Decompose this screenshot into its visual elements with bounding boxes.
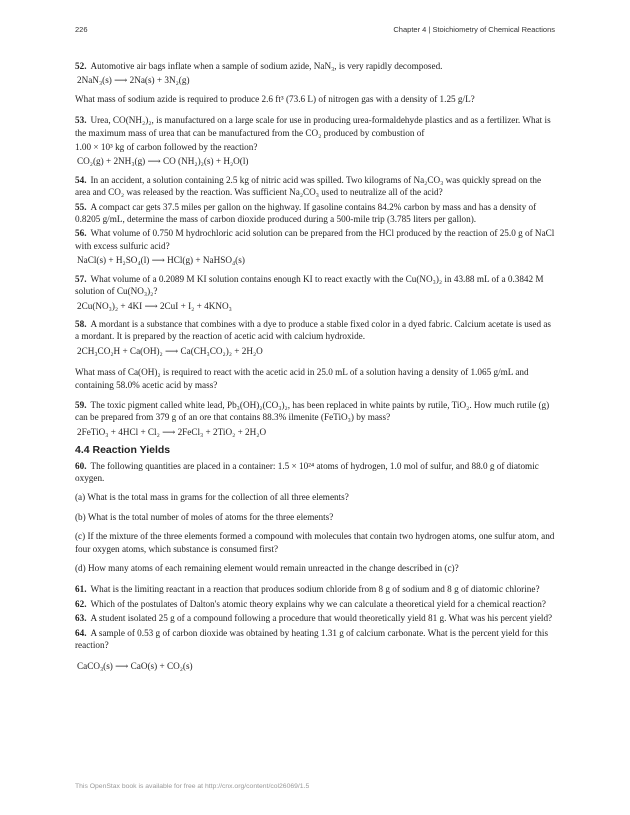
problem-text: Automotive air bags inflate when a sample of sodium azide, NaN₃, is very rapidly decomposed. <box>90 61 443 71</box>
problem-53 <box>75 114 555 139</box>
subquestion-d: (d) How many atoms of each remaining element would remain unreacted in the change described in (c)? <box>75 563 459 573</box>
problem-text: A mordant is a substance that combines with a dye to produce a stable fixed color in a dyed fabric. Calcium acetate is used as a mordant. It is prepared by the reaction of acetic acid with calcium hydroxide. <box>75 318 551 342</box>
problem-number: 54. <box>75 174 87 185</box>
equation: 2CH₃CO₂H + Ca(OH)₂ ⟶ Ca(CH₃CO₂)₂ + 2H₂O <box>77 345 263 356</box>
problem-number: 59. <box>75 399 87 410</box>
problem-text: The toxic pigment called white lead, Pb₃(OH)₂(CO₃)₂, has been replaced in white paints by rutile, TiO₂. How much rutile (g) can be prepared from 379 g of an ore that contains 88.3% ilmenite (FeTiO₃) by mass? <box>75 399 550 423</box>
problem-text: A sample of 0.53 g of carbon dioxide was obtained by heating 1.31 g of calcium carbonate. What is the percent yield for this reaction? <box>75 627 549 651</box>
problem-number: 55. <box>75 201 87 212</box>
page-content <box>75 60 555 679</box>
problem-57 <box>75 273 555 298</box>
equation: NaCl(s) + H₂SO₄(l) ⟶ HCl(g) + NaHSO₄(s) <box>77 255 245 266</box>
problem-60 <box>75 460 555 485</box>
problem-number: 64. <box>75 627 87 638</box>
equation: CO₂(g) + 2NH₃(g) ⟶ CO (NH₂)₂(s) + H₂O(l) <box>77 156 249 167</box>
problem-text: What volume of 0.750 M hydrochloric acid solution can be prepared from the HCl produced by the reaction of 25.0 g of NaCl with excess sulfuric acid? <box>75 228 555 251</box>
problem-followup: What mass of sodium azide is required to produce 2.6 ft³ (73.6 L) of nitrogen gas with a density of 1.25 g/L? <box>75 93 475 104</box>
problem-number: 58. <box>75 318 87 329</box>
problem-number: 63. <box>75 613 87 624</box>
problem-58 <box>75 318 555 343</box>
problem-number: 57. <box>75 273 87 284</box>
problem-number: 61. <box>75 584 87 595</box>
problem-64 <box>75 627 555 652</box>
problem-text-continued: 1.00 × 10³ kg of carbon followed by the reaction? <box>75 142 258 153</box>
problem-number: 56. <box>75 228 87 239</box>
subquestion-c: (c) If the mixture of the three elements formed a compound with molecules that contain two hydrogen atoms, one sulfur atom, and four oxygen atoms, which substance is consumed first? <box>75 531 555 554</box>
subquestion-a: (a) What is the total mass in grams for the collection of all three elements? <box>75 492 349 503</box>
problem-number: 60. <box>75 460 87 471</box>
problem-text: What volume of a 0.2089 M KI solution contains enough KI to react exactly with the Cu(NO₃)₂ in 43.88 mL of a 0.3842 M solution of Cu(NO₃)₂? <box>75 273 544 297</box>
subquestion-b: (b) What is the total number of moles of atoms for the three elements? <box>75 511 334 522</box>
equation: CaCO₃(s) ⟶ CaO(s) + CO₂(s) <box>77 661 193 672</box>
chapter-header: Chapter 4 | Stoichiometry of Chemical Reactions <box>393 25 555 34</box>
problem-55 <box>75 201 555 226</box>
equation: 2Cu(NO₃)₂ + 4KI ⟶ 2CuI + I₂ + 4KNO₃ <box>77 300 232 311</box>
problem-text: Which of the postulates of Dalton's atomic theory explains why we can calculate a theoretical yield for a chemical reaction? <box>90 598 546 609</box>
problem-62 <box>75 598 555 610</box>
problem-number: 62. <box>75 598 87 609</box>
problem-63 <box>75 612 555 624</box>
problem-number: 52. <box>75 61 87 71</box>
problem-61 <box>75 583 555 595</box>
problem-followup: What mass of Ca(OH)₂ is required to react with the acetic acid in 25.0 mL of a solution having a density of 1.065 g/mL and containing 58.0% acetic acid by mass? <box>75 367 529 390</box>
problem-text: The following quantities are placed in a container: 1.5 × 10²⁴ atoms of hydrogen, 1.0 mol of sulfur, and 88.0 g of diatomic oxygen. <box>75 460 539 483</box>
problem-text: What is the limiting reactant in a reaction that produces sodium chloride from 8 g of sodium and 8 g of diatomic chlorine? <box>90 584 540 595</box>
section-heading: 4.4 Reaction Yields <box>75 444 171 457</box>
problem-text: A student isolated 25 g of a compound following a procedure that would theoretically yield 81 g. What was his percent yield? <box>90 613 553 624</box>
problem-text: A compact car gets 37.5 miles per gallon on the highway. If gasoline contains 84.2% carbon by mass and has a density of 0.8205 g/mL, determine the mass of carbon dioxide produced during a 500-mile trip (3.785 liters per gallon). <box>75 201 537 225</box>
page-number: 226 <box>75 25 88 34</box>
problem-text: Urea, CO(NH₂)₂, is manufactured on a large scale for use in producing urea-formaldehyde plastics and as a fertilizer. What is the maximum mass of urea that can be manufactured from the CO₂ produced by combustion of <box>75 115 551 138</box>
equation: 2NaN₃(s) ⟶ 2Na(s) + 3N₂(g) <box>77 75 190 86</box>
problem-56 <box>75 227 555 252</box>
problem-text: In an accident, a solution containing 2.5 kg of nitric acid was spilled. Two kilograms of Na₂CO₃ was quickly spread on the area and CO₂ was released by the reaction. Was sufficient Na₂CO₃ used to neutralize all of the acid? <box>75 174 542 198</box>
problem-number: 53. <box>75 115 87 126</box>
problem-54 <box>75 174 555 199</box>
equation: 2FeTiO₃ + 4HCl + Cl₂ ⟶ 2FeCl₃ + 2TiO₂ + 2H₂O <box>77 426 267 437</box>
footer-note: This OpenStax book is available for free at http://cnx.org/content/col26069/1.5 <box>75 783 310 790</box>
problem-52 <box>75 60 555 72</box>
problem-59 <box>75 399 555 424</box>
